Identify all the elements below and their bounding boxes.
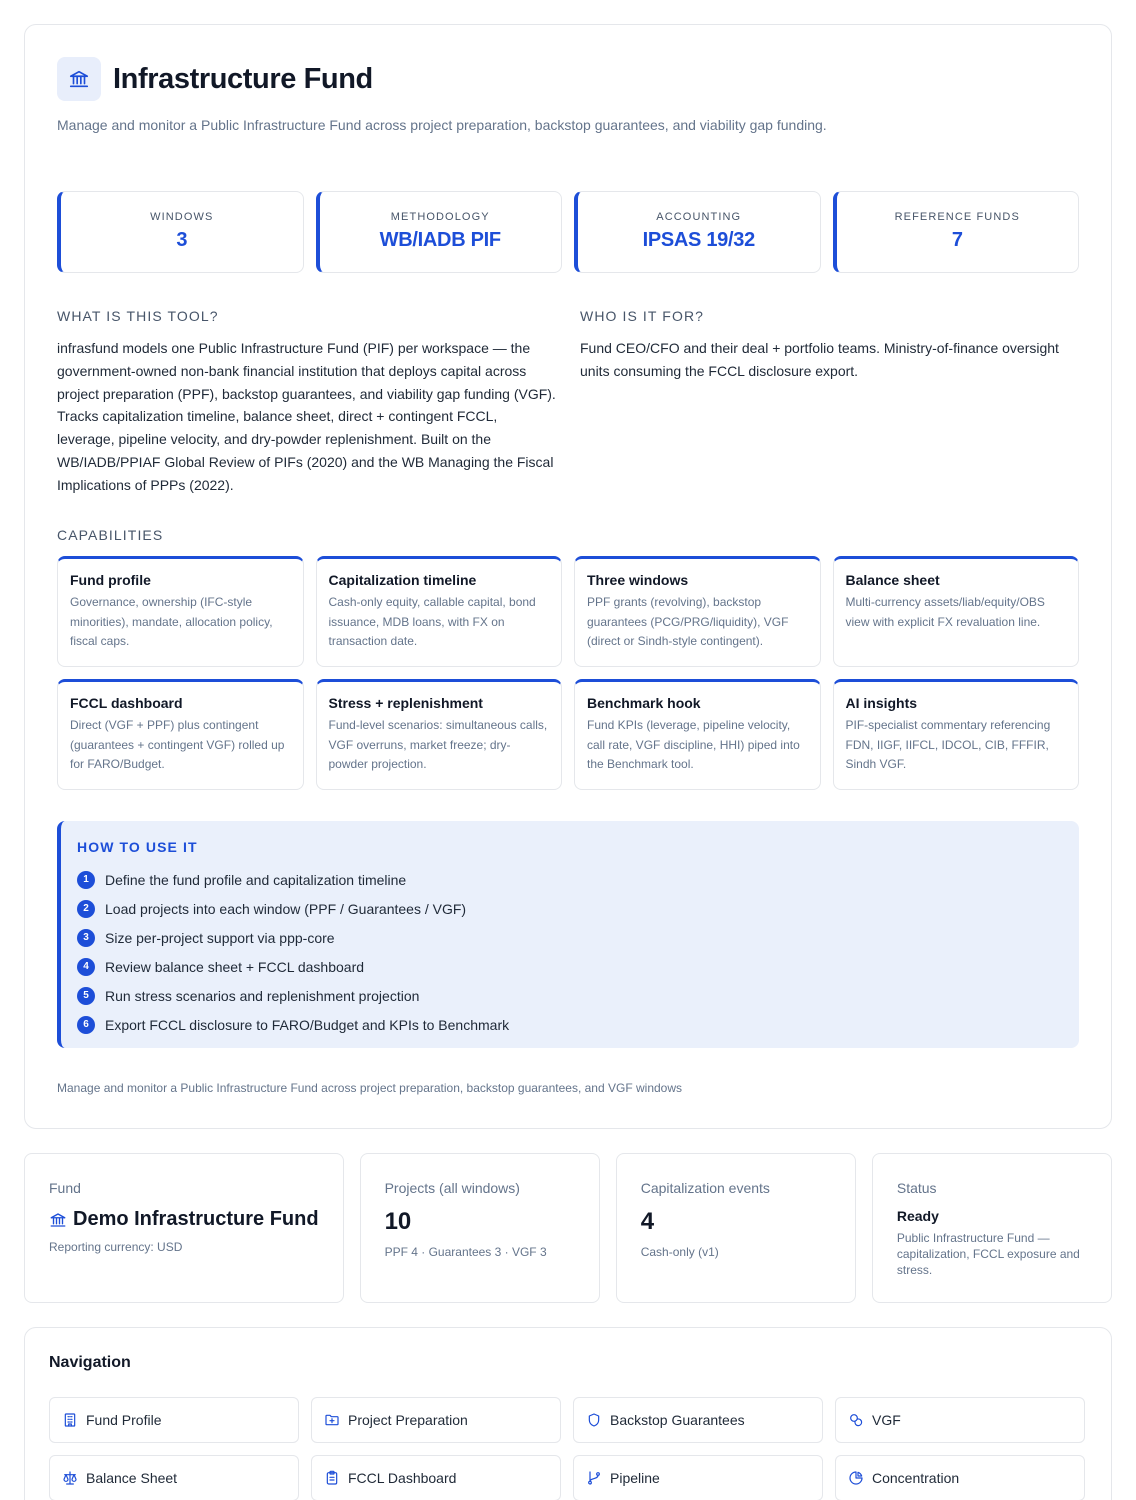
card-label: Projects (all windows) — [384, 1180, 520, 1196]
step-text: Review balance sheet + FCCL dashboard — [105, 958, 365, 975]
stat-value: IPSAS 19/32 — [642, 229, 755, 251]
how-to-heading: HOW TO USE IT — [77, 839, 198, 855]
step-number: 6 — [77, 1016, 95, 1034]
nav-label: Pipeline — [610, 1470, 660, 1486]
capability-title: Three windows — [587, 572, 689, 588]
capitalization-count — [641, 1208, 831, 1236]
capability-card — [574, 679, 821, 790]
stat-label: REFERENCE FUNDS — [894, 211, 1020, 223]
nav-label: Fund Profile — [86, 1412, 162, 1428]
capability-card — [57, 679, 304, 790]
stat-value: WB/IADB PIF — [379, 229, 501, 251]
how-to-panel — [57, 821, 1079, 1048]
capability-title: Fund profile — [70, 572, 151, 588]
building-icon — [62, 1412, 78, 1428]
capability-title: Capitalization timeline — [328, 572, 477, 588]
what-text: infrasfund models one Public Infrastructure Fund (PIF) per workspace — the government-owned non-bank financial institution that deploys capital across project preparation (PPF), backstop guarantees, and viability gap funding (VGF). Tracks capitalization timeline, balance sheet, direct + contingent FCCL, leverage, pipeline velocity, and dry-powder replenishment. Built on the WB/IADB/PPIAF Global Review of PIFs (2020) and the WB Managing the Fiscal Implications of PPPs (2022). — [57, 340, 556, 493]
page-title: Infrastructure Fund — [113, 62, 373, 95]
projects-card — [360, 1153, 600, 1303]
capability-text: Direct (VGF + PPF) plus contingent (guarantees + contingent VGF) rolled up for FARO/Budget. — [70, 718, 285, 771]
fund-card — [24, 1153, 344, 1303]
step-item — [77, 865, 1063, 894]
fund-name — [49, 1208, 319, 1231]
folder-plus-icon — [324, 1412, 340, 1428]
capability-card — [833, 556, 1080, 667]
step-text: Run stress scenarios and replenishment projection — [105, 987, 420, 1004]
section-heading: WHAT IS THIS TOOL? — [57, 308, 219, 324]
bank-icon — [57, 57, 101, 101]
capability-text: Multi-currency assets/liab/equity/OBS view with explicit FX revaluation line. — [845, 595, 1045, 629]
capability-text: Governance, ownership (IFC-style minorities), mandate, allocation policy, fiscal caps. — [70, 595, 273, 648]
capability-title: AI insights — [845, 695, 918, 711]
stat-label: METHODOLOGY — [390, 211, 490, 223]
step-number: 3 — [77, 929, 95, 947]
card-subtext: Public Infrastructure Fund — capitalization, FCCL exposure and stress. — [896, 1231, 1080, 1277]
capabilities-heading: CAPABILITIES — [57, 527, 164, 543]
capability-card — [833, 679, 1080, 790]
navigation-heading: Navigation — [49, 1354, 131, 1371]
card-label: Status — [896, 1180, 937, 1196]
nav-label: Backstop Guarantees — [610, 1412, 745, 1428]
how-to-steps — [77, 865, 1063, 1039]
clipboard-icon — [324, 1470, 340, 1486]
capability-text: PPF grants (revolving), backstop guarantees (PCG/PRG/liquidity), VGF (direct or Sindh-style contingent). — [587, 595, 789, 648]
who-text: Fund CEO/CFO and their deal + portfolio teams. Ministry-of-finance oversight units consuming the FCCL disclosure export. — [580, 340, 1059, 379]
summary-cards — [24, 1153, 1112, 1303]
nav-vgf[interactable] — [835, 1397, 1085, 1443]
stat-value: 7 — [951, 229, 963, 251]
status-value: Ready — [896, 1208, 939, 1224]
capability-card — [57, 556, 304, 667]
card-subtext: Cash-only (v1) — [640, 1245, 719, 1259]
capability-text: Fund-level scenarios: simultaneous calls, VGF overruns, market freeze; dry-powder projection. — [328, 718, 548, 771]
step-number: 4 — [77, 958, 95, 976]
card-label: Capitalization events — [640, 1180, 770, 1196]
nav-concentration[interactable] — [835, 1455, 1085, 1500]
step-number: 2 — [77, 900, 95, 918]
capability-title: Stress + replenishment — [328, 695, 483, 711]
stat-label: WINDOWS — [150, 211, 214, 223]
card-subtext: PPF 4 · Guarantees 3 · VGF 3 — [384, 1245, 547, 1259]
coins-icon — [848, 1412, 864, 1428]
stat-reference-funds — [833, 191, 1080, 273]
navigation-grid — [49, 1397, 1087, 1500]
capitalization-count-value: 4 — [640, 1208, 655, 1235]
projects-count — [385, 1208, 575, 1236]
nav-pipeline[interactable] — [573, 1455, 823, 1500]
step-item — [77, 952, 1063, 981]
nav-fund-profile[interactable] — [49, 1397, 299, 1443]
scale-icon — [62, 1470, 78, 1486]
stat-methodology — [316, 191, 563, 273]
step-item — [77, 981, 1063, 1010]
capability-text: PIF-specialist commentary referencing FDN, IIGF, IIFCL, IDCOL, CIB, FFFIR, Sindh VGF. — [845, 718, 1051, 771]
navigation-panel — [24, 1327, 1112, 1500]
capability-text: Fund KPIs (leverage, pipeline velocity, call rate, VGF discipline, HHI) piped into the Benchmark tool. — [587, 718, 800, 771]
capability-title: Benchmark hook — [587, 695, 701, 711]
step-number: 5 — [77, 987, 95, 1005]
what-section — [57, 308, 557, 497]
capability-text: Cash-only equity, callable capital, bond issuance, MDB loans, with FX on transaction date. — [328, 595, 536, 648]
nav-label: Balance Sheet — [86, 1470, 178, 1486]
step-text: Define the fund profile and capitalization timeline — [105, 871, 407, 888]
step-item — [77, 923, 1063, 952]
capability-title: FCCL dashboard — [70, 695, 183, 711]
page-description: Manage and monitor a Public Infrastructure Fund across project preparation, backstop guarantees, and viability gap funding. — [57, 117, 827, 133]
capitalization-card — [616, 1153, 856, 1303]
step-text: Size per-project support via ppp-core — [105, 929, 335, 946]
nav-balance-sheet[interactable] — [49, 1455, 299, 1500]
step-number: 1 — [77, 871, 95, 889]
step-text: Export FCCL disclosure to FARO/Budget and KPIs to Benchmark — [105, 1016, 510, 1033]
nav-project-preparation[interactable] — [311, 1397, 561, 1443]
who-section — [580, 308, 1080, 383]
key-stats — [57, 191, 1079, 273]
page-header — [57, 57, 373, 101]
stat-accounting — [574, 191, 821, 273]
stat-value: 3 — [176, 229, 188, 251]
pie-chart-icon — [848, 1470, 864, 1486]
capability-card — [316, 556, 563, 667]
step-item — [77, 1010, 1063, 1039]
card-subtext: Reporting currency: USD — [49, 1240, 183, 1254]
nav-fccl-dashboard[interactable] — [311, 1455, 561, 1500]
nav-label: VGF — [872, 1412, 901, 1428]
intro-panel — [24, 24, 1112, 1129]
step-text: Load projects into each window (PPF / Guarantees / VGF) — [105, 900, 467, 917]
nav-label: Project Preparation — [348, 1412, 468, 1428]
stat-windows — [57, 191, 304, 273]
capability-card — [574, 556, 821, 667]
shield-icon — [586, 1412, 602, 1428]
fund-name-text: Demo Infrastructure Fund — [73, 1208, 319, 1230]
capability-title: Balance sheet — [845, 572, 940, 588]
footer-note: Manage and monitor a Public Infrastructure Fund across project preparation, backstop guarantees, and VGF windows — [57, 1081, 683, 1095]
capability-card — [316, 679, 563, 790]
nav-label: Concentration — [872, 1470, 960, 1486]
projects-count-value: 10 — [384, 1208, 412, 1235]
section-heading: WHO IS IT FOR? — [580, 308, 705, 324]
card-label: Fund — [49, 1180, 81, 1196]
git-branch-icon — [586, 1470, 602, 1486]
step-item — [77, 894, 1063, 923]
nav-backstop-guarantees[interactable] — [573, 1397, 823, 1443]
stat-label: ACCOUNTING — [656, 211, 742, 223]
status-card — [872, 1153, 1112, 1303]
nav-label: FCCL Dashboard — [348, 1470, 457, 1486]
bank-icon — [49, 1211, 67, 1229]
capabilities-grid — [57, 556, 1079, 790]
